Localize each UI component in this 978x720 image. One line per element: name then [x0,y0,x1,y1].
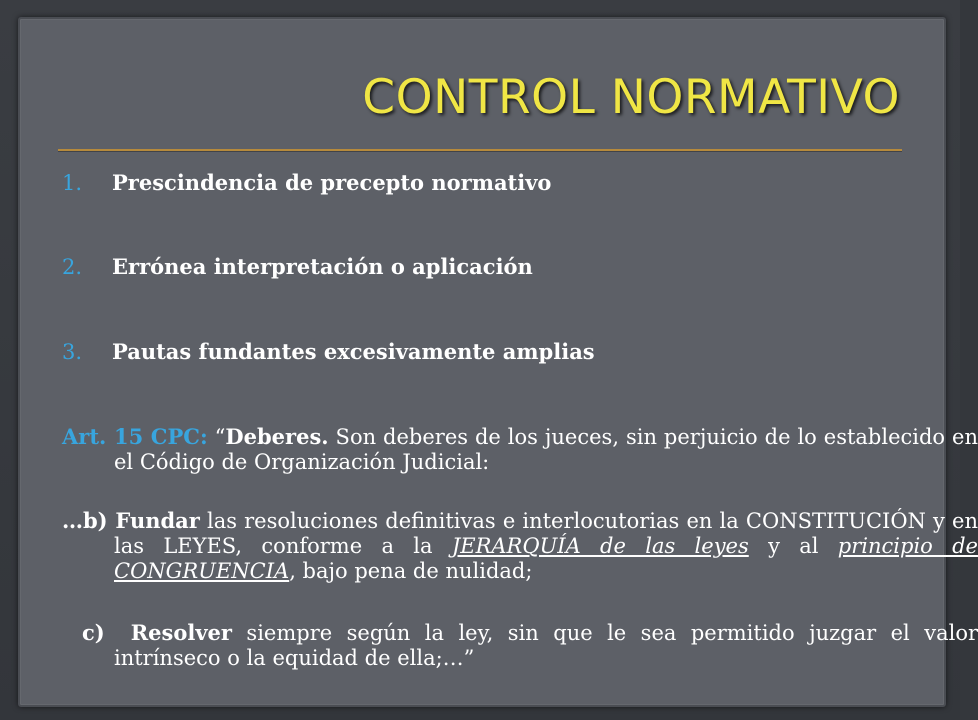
clause-c-verb: Resolver [130,620,232,645]
article-text: Son deberes de los jueces, sin perjuicio de lo establecido en el Código de Organización Judicial: [114,425,978,474]
list-text: Pautas fundantes excesivamente amplias [112,339,595,364]
clause-c-paragraph [62,620,978,671]
list-number: 2. [62,255,83,279]
title-underline [58,149,902,151]
list-item-1 [62,170,551,196]
article-heading: Deberes. [225,424,329,449]
slide-title: CONTROL NORMATIVO [362,70,900,125]
clause-c-prefix: c) [82,620,105,645]
clause-b-text: las resoluciones definitivas e interlocutorias en la CONSTITUCIÓN y en las LEYES, conforme a la [114,509,978,558]
clause-b-text: y al [748,534,838,558]
clause-b-text: , bajo pena de nulidad; [289,559,533,583]
clause-c-text: siempre según la ley, sin que le sea permitido juzgar el valor intrínseco o la equidad de ella;…” [114,621,978,670]
clause-b-verb: Fundar [107,508,200,533]
list-item-2 [62,254,533,280]
clause-b-paragraph [62,508,978,584]
article-paragraph [62,424,978,475]
article-label: Art. 15 CPC: [62,424,208,449]
clause-b-emphasis-congruence: principio de CONGRUENCIA [114,534,978,583]
article-quote-open: “ [207,425,226,449]
list-number: 1. [62,171,83,195]
clause-b-prefix: …b) [62,508,108,533]
list-item-3 [62,339,595,365]
list-number: 3. [62,340,83,364]
clause-b-emphasis-hierarchy: JERARQUÍA de las leyes [451,534,749,558]
list-text: Errónea interpretación o aplicación [112,254,533,279]
list-text: Prescindencia de precepto normativo [112,170,552,195]
